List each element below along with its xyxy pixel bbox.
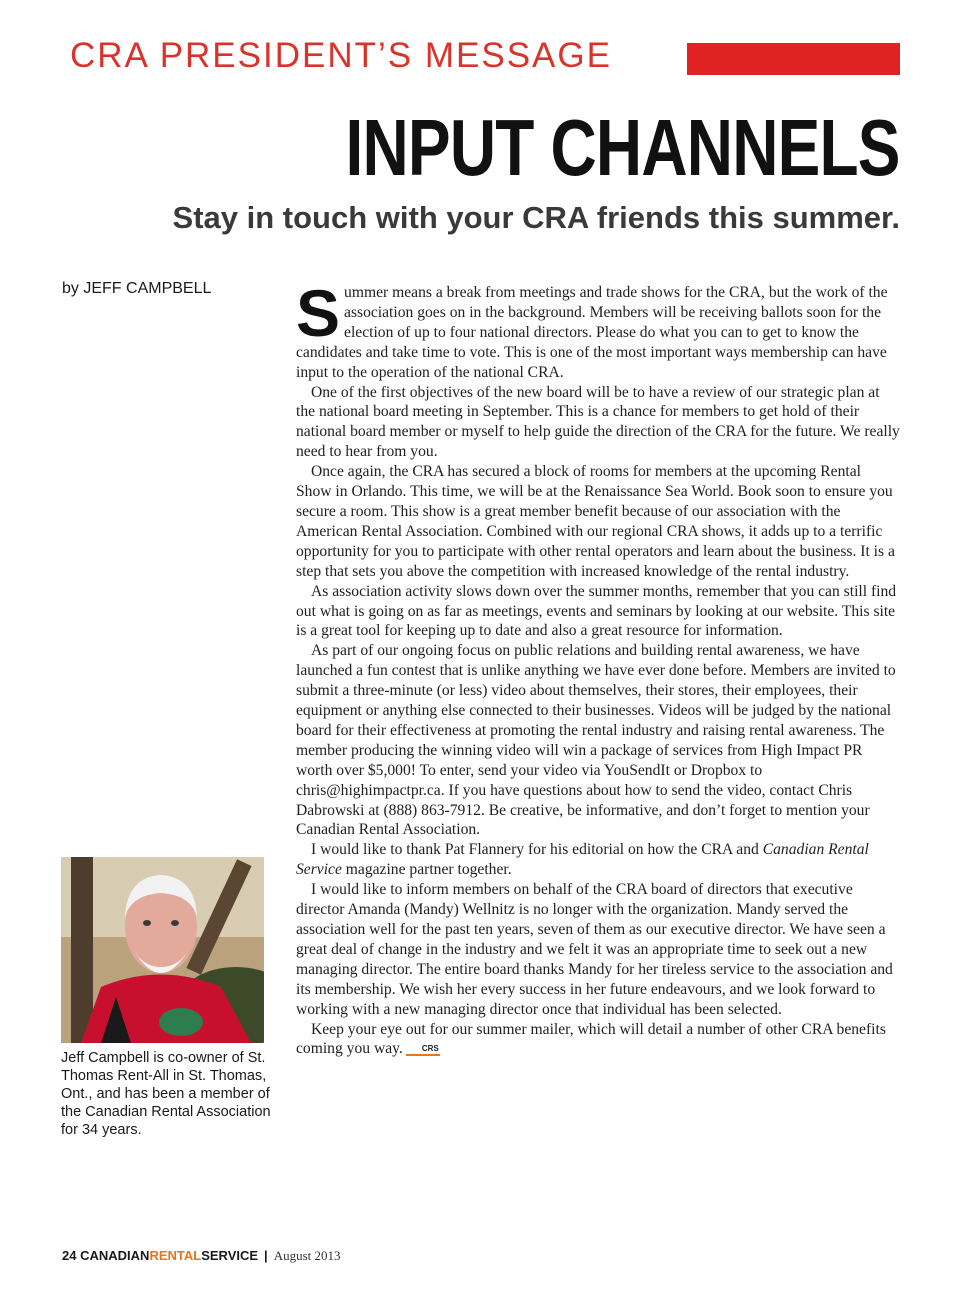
deck-subtitle: Stay in touch with your CRA friends this summer. [172,200,900,235]
byline-author: JEFF CAMPBELL [83,280,212,297]
headline: INPUT CHANNELS [345,103,900,192]
photo-caption: Jeff Campbell is co-owner of St. Thomas Rent-All in St. Thomas, Ont., and has been a member of the Canadian Rental Association for 34 years. [61,1050,271,1138]
magazine-name-part: SERVICE [201,1248,259,1263]
end-mark-icon: CRS [406,1044,440,1056]
author-photo-icon [61,857,264,1043]
section-header [70,36,900,76]
paragraph-text: ummer means a break from meetings and trade shows for the CRA, but the work of the association goes on in the background. Members will be receiving ballots soon for the election of up to four national directors. Please do what you can to get to know the candidates and take time to vote. This is one of the most important ways membership can have input to the operation of the national CRA. [296,284,888,381]
article-paragraph: Once again, the CRA has secured a block of rooms for members at the upcoming Rental Show in Orlando. This time, we will be at the Renaissance Sea World. Book soon to ensure you secure a room. This show is a great member benefit because of our association with the American Rental Association. Combined with our regional CRA shows, it adds up to a terrific opportunity for you to participate with other rental operators and learn about the business. It is a step that sets you above the competition with increased knowledge of the rental industry. [296,463,895,580]
drop-cap: S [296,276,341,350]
issue-date: August 2013 [273,1248,341,1263]
byline-prefix: by [62,280,79,297]
magazine-name-accent: RENTAL [149,1248,202,1263]
article-paragraph: I would like to inform members on behalf of the CRA board of directors that executive director Amanda (Mandy) Wellnitz is no longer with the organization. Mandy served the association well for the past ten years, seven of them as our executive director. We have seen a great deal of change in the industry and we felt it was an appropriate time to seek out a new managing director. The entire board thanks Mandy for her tireless service to the association and its membership. We wish her every success in her future endeavours, and we look forward to working with a new managing director once that individual has been selected. [296,881,893,1018]
magazine-name-part: CANADIAN [80,1248,150,1263]
section-title: CRA PRESIDENT’S MESSAGE [70,36,612,75]
author-photo [61,857,264,1043]
article-paragraph [296,840,900,880]
article-paragraph [296,1020,900,1060]
article-paragraph: As part of our ongoing focus on public relations and building rental awareness, we have launched a fun contest that is unlike anything we have ever done before. Members are invited to submit a three-minute (or less) video about themselves, their stores, their employees, their equipment or anything else connected to their businesses. Videos will be judged by the national board for their effectiveness at promoting the rental industry and raising rental awareness. The member producing the winning video will win a package of services from High Impact PR worth over $5,000! To enter, send your video via YouSendIt or Dropbox to chris@highimpactpr.ca. If you have questions about how to send the video, contact Chris Dabrowski at (888) 863-7912. Be creative, be informative, and don’t forget to mention your Canadian Rental Association. [296,642,896,839]
article-paragraph: As association activity slows down over the summer months, remember that you can still find out what is going on as far as meetings, events and seminars by looking at our website. This site is a great tool for keeping up to date and also a great resource for information. [296,582,897,640]
article-body [296,276,900,1059]
article-paragraph [296,276,900,383]
magazine-name [80,1248,258,1263]
paragraph-text: Keep your eye out for our summer mailer, which will detail a number of other CRA benefits coming you way. [296,1020,886,1058]
page-number: 24 [62,1248,77,1263]
byline [62,280,211,298]
section-accent-bar [687,43,900,75]
page-footer [62,1248,341,1264]
magazine-title: Canadian Rental Service [296,841,869,879]
paragraph-text: magazine partner together. [341,861,512,879]
footer-separator: | [264,1248,268,1263]
article-paragraph: One of the first objectives of the new board will be to have a review of our strategic plan at the national board meeting in September. This is a chance for members to get hold of their national board member or myself to help guide the direction of the CRA for the future. We really need to hear from you. [296,383,900,461]
paragraph-text: I would like to thank Pat Flannery for his editorial on how the CRA and [311,841,763,859]
